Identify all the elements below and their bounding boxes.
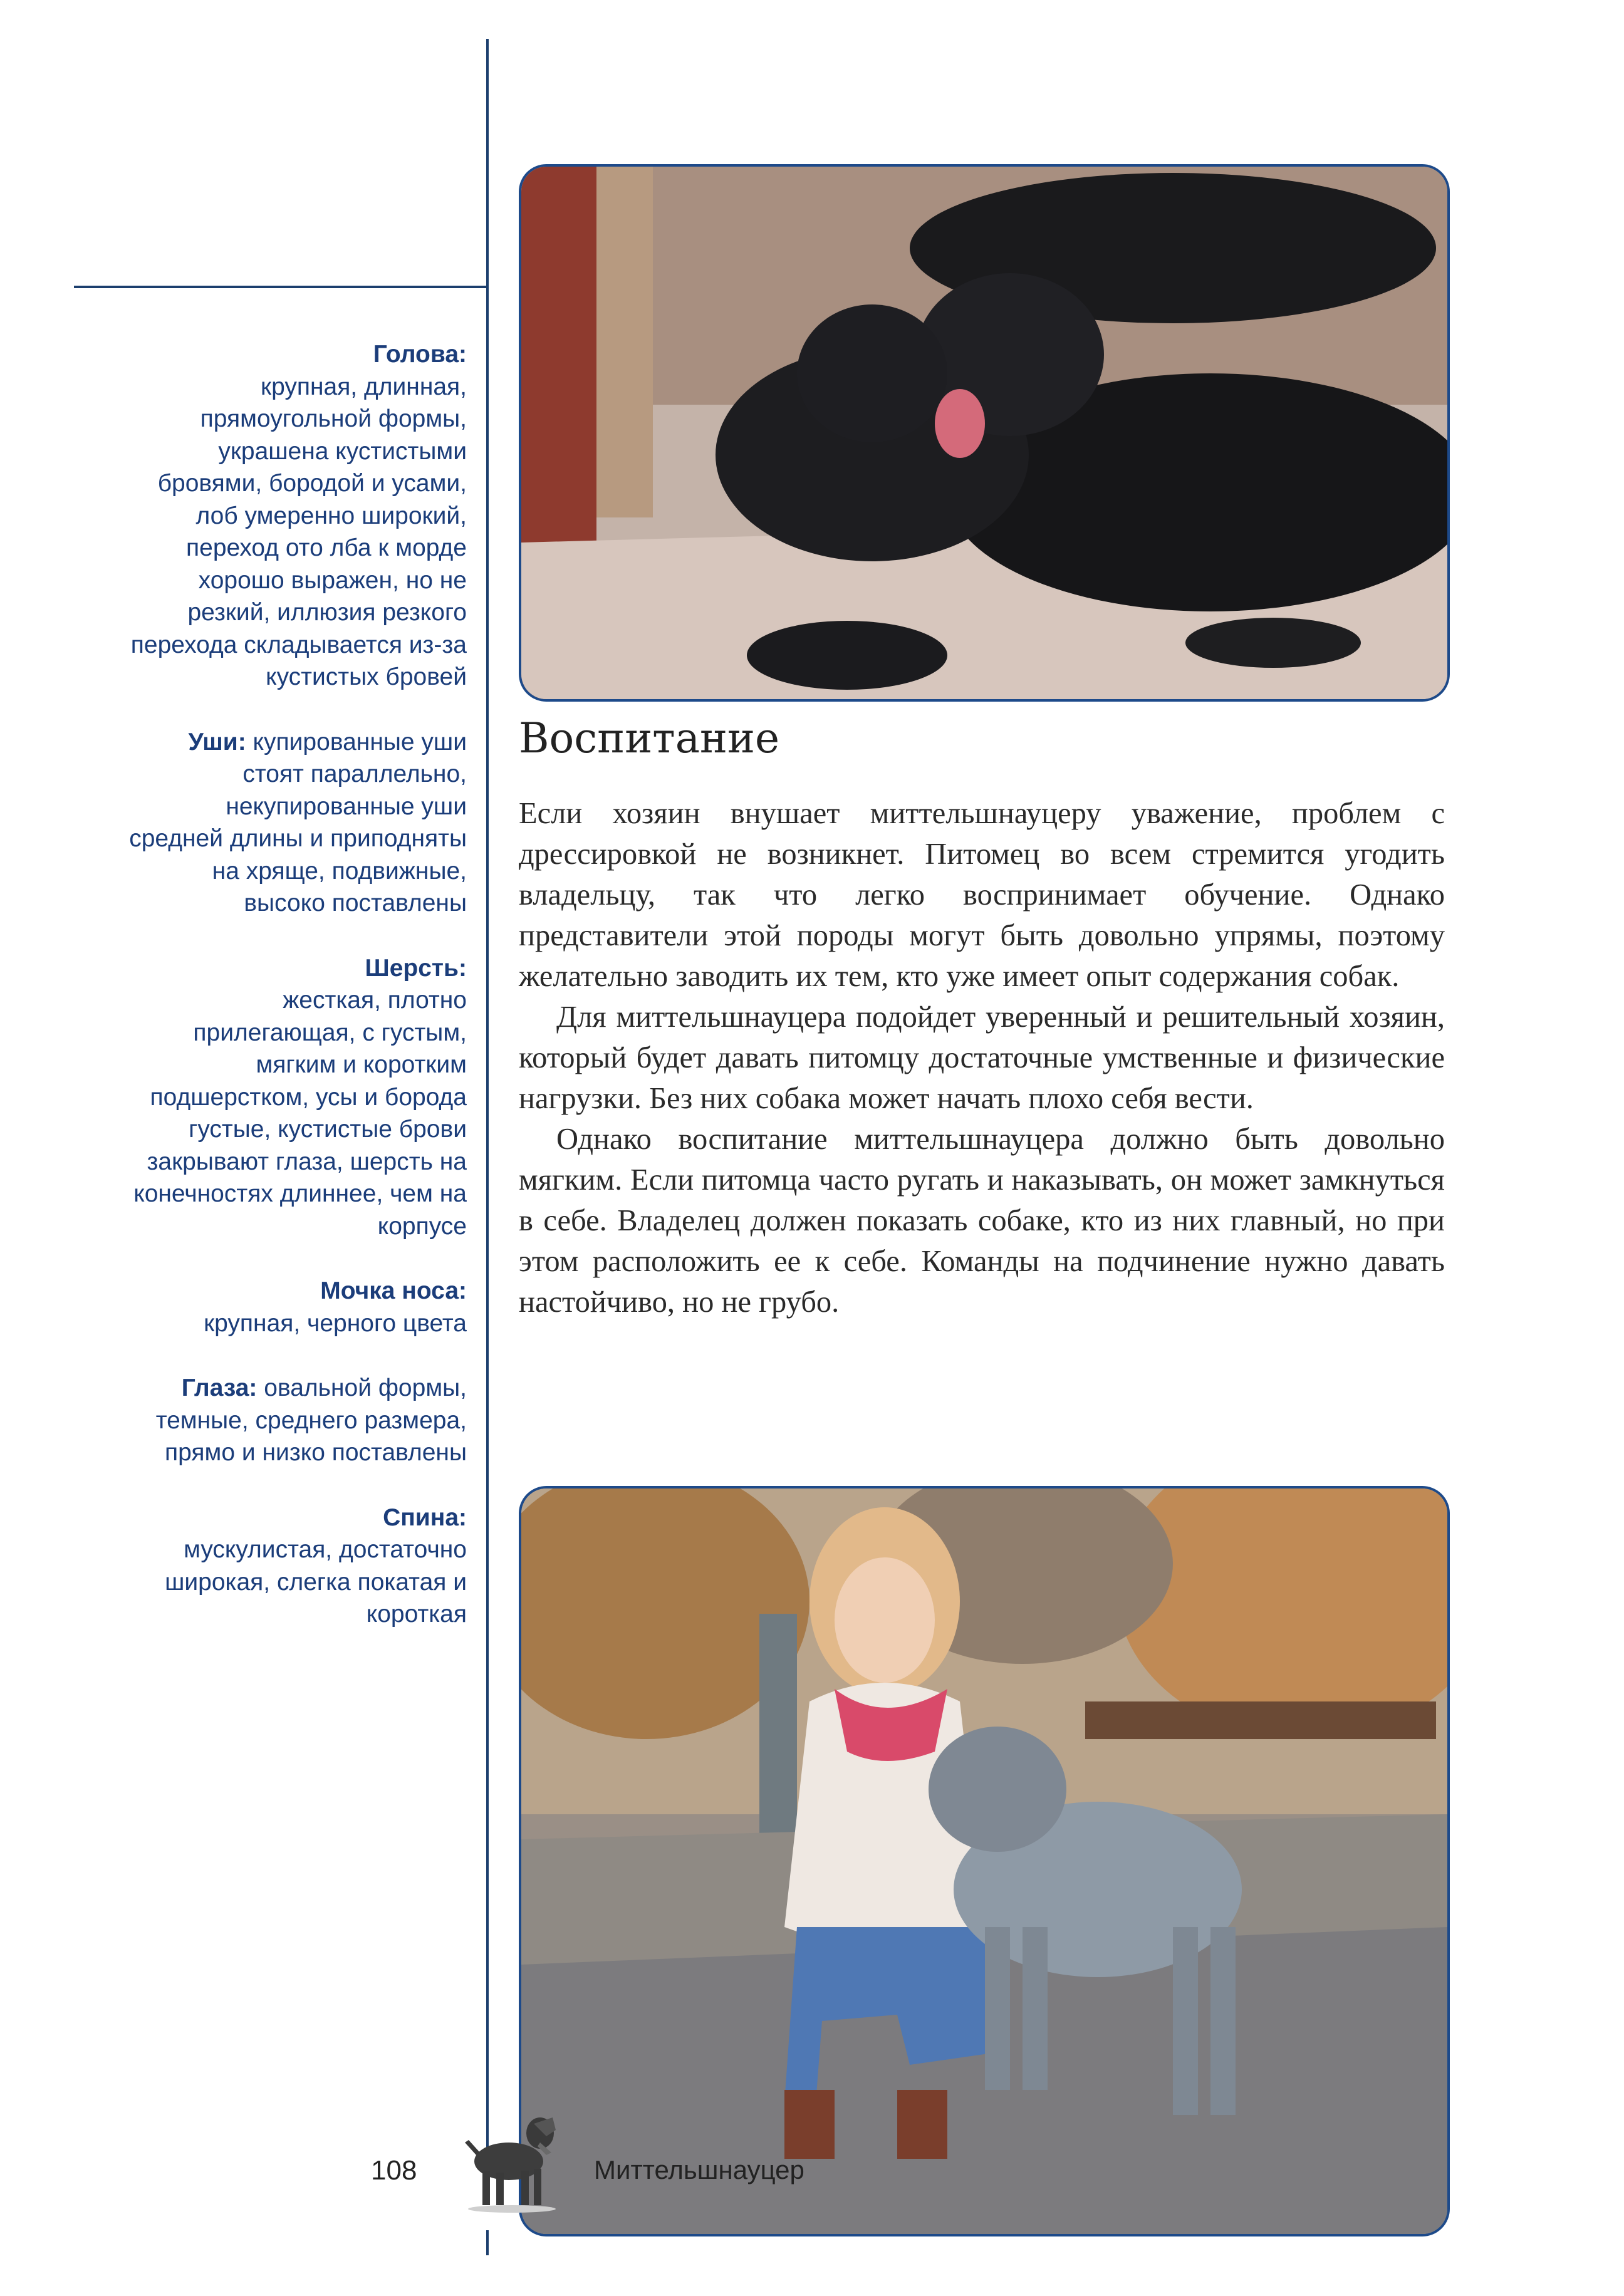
characteristic-label: Голова: <box>373 341 467 368</box>
characteristic-label: Мочка носа: <box>320 1277 467 1304</box>
characteristic-text: жесткая, плотно прилегающая, с густым, мягким и коротким подшерстком, усы и борода густые, кустистые брови закрывают глаза, шерсть на конечностях длиннее, чем на корпусе <box>133 987 467 1240</box>
paragraph: Однако воспитание миттельшнауцера должно быть довольно мягким. Если питомца часто ругать и наказывать, он может замкнуться в себе. Владелец должен показать собаке, кто из них главный, но при этом расположить ее к себе. Команды на подчинение нужно давать настойчиво, но не грубо. <box>519 1123 1445 1319</box>
schnauzer-silhouette-icon <box>446 2092 565 2218</box>
horizontal-rule <box>74 286 489 288</box>
characteristic-nose <box>125 1275 467 1339</box>
characteristic-text: мускулистая, достаточно широкая, слегка покатая и короткая <box>165 1536 467 1628</box>
paragraph: Если хозяин внушает миттельшнауцеру уважение, проблем с дрессировкой не возникнет. Питомец во всем стремится угодить владельцу, так что легко воспринимает обучение. Однако представители этой породы могут быть довольно упрямы, поэтому желательно заводить их тем, кто уже имеет опыт содержания собак. <box>519 797 1445 993</box>
woman-with-dog-photo <box>519 1486 1450 2236</box>
characteristic-label: Глаза: <box>181 1374 258 1401</box>
characteristic-back <box>125 1502 467 1631</box>
puppies-photo <box>519 164 1450 702</box>
characteristic-label: Спина: <box>383 1504 467 1531</box>
characteristic-text: купированные уши стоят параллельно, некупированные уши средней длины и приподняты на хряще, подвижные, высоко поставлены <box>129 728 467 917</box>
section-heading: Воспитание <box>519 714 780 762</box>
characteristic-eyes <box>125 1372 467 1469</box>
characteristic-ears <box>125 726 467 920</box>
characteristic-head <box>125 338 467 693</box>
running-title: Миттельшнауцер <box>594 2155 804 2184</box>
paragraph: Для миттельшнауцера подойдет уверенный и решительный хозяин, который будет давать питомцу достаточные умственные и физические нагрузки. Без них собака может начать плохо себя вести. <box>519 1000 1445 1115</box>
breed-characteristics-sidebar <box>125 338 467 1663</box>
characteristic-label: Шерсть: <box>365 954 467 982</box>
characteristic-label: Уши: <box>188 728 246 756</box>
vertical-rule-bottom <box>486 2230 489 2255</box>
page-number: 108 <box>371 2155 417 2186</box>
characteristic-text: крупная, черного цвета <box>204 1309 467 1337</box>
characteristic-coat <box>125 952 467 1243</box>
characteristic-text: овальной формы, темные, среднего размера, прямо и низко поставлены <box>155 1374 467 1466</box>
characteristic-text: крупная, длинная, прямоугольной формы, украшена кустистыми бровями, бородой и усами, лоб умеренно широкий, переход ото лба к морде хорошо выражен, но не резкий, иллюзия резкого перехода складывается из-за кустистых бровей <box>130 373 467 690</box>
section-body <box>519 793 1445 1322</box>
vertical-rule <box>486 39 489 2188</box>
